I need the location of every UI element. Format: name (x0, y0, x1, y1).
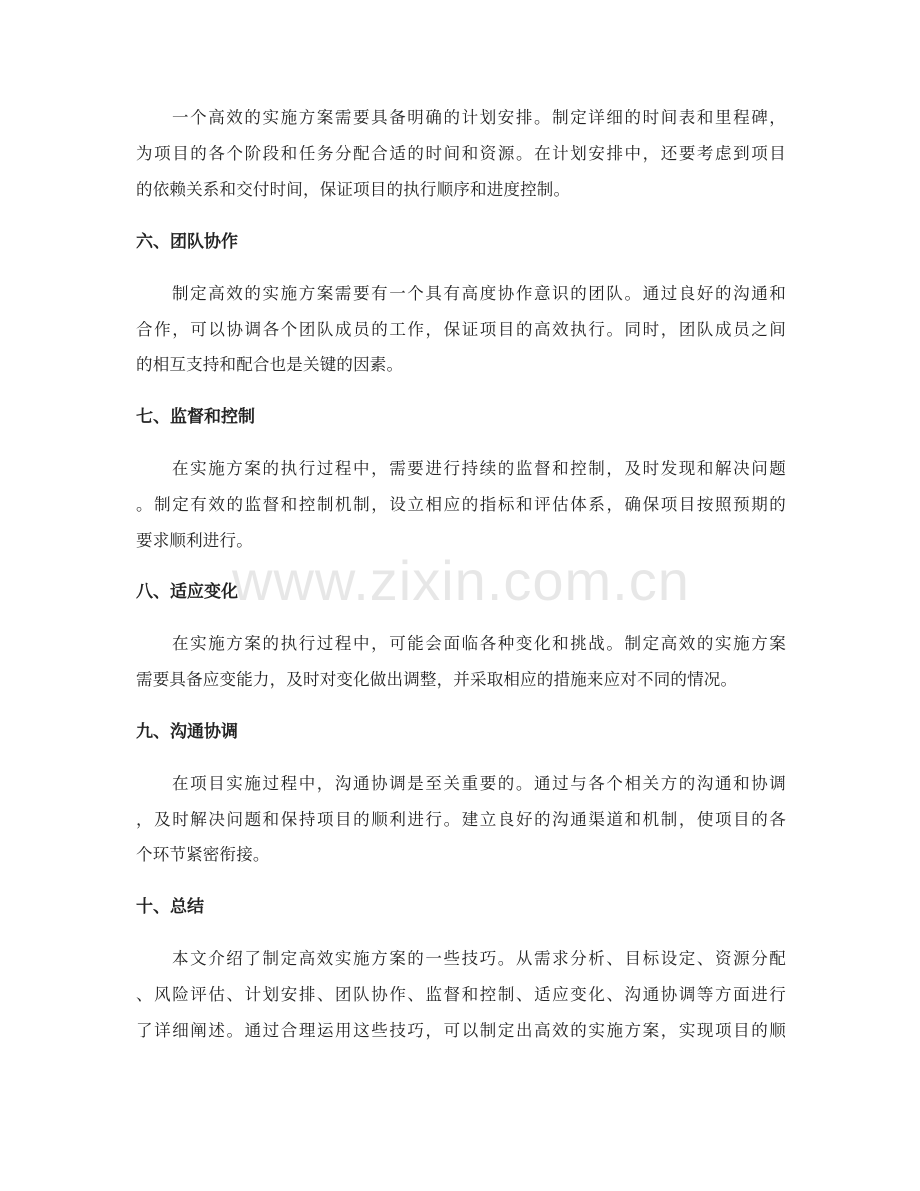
paragraph-line: 在项目实施过程中，沟通协调是至关重要的。通过与各个相关方的沟通和协调 (172, 774, 786, 793)
paragraph-line: 、风险评估、计划安排、团队协作、监督和控制、适应变化、沟通协调等方面进行 (136, 985, 786, 1004)
section-heading-10: 十、总结 (136, 897, 204, 917)
paragraph-line: 的相互支持和配合也是关键的因素。 (136, 355, 404, 374)
paragraph-line: 在实施方案的执行过程中，需要进行持续的监督和控制，及时发现和解决问题 (172, 459, 786, 478)
paragraph-line: 合作，可以协调各个团队成员的工作，保证项目的高效执行。同时，团队成员之间 (136, 320, 786, 339)
paragraph-line: 要求顺利进行。 (136, 531, 253, 550)
section-heading-6: 六、团队协作 (136, 232, 238, 252)
paragraph-line: 。制定有效的监督和控制机制，设立相应的指标和评估体系，确保项目按照预期的 (136, 495, 786, 514)
section-heading-9: 九、沟通协调 (136, 722, 238, 742)
paragraph-line: 在实施方案的执行过程中，可能会面临各种变化和挑战。制定高效的实施方案 (172, 634, 786, 653)
paragraph-line: 为项目的各个阶段和任务分配合适的时间和资源。在计划安排中，还要考虑到项目 (136, 144, 786, 163)
paragraph-line: 制定高效的实施方案需要有一个具有高度协作意识的团队。通过良好的沟通和 (172, 284, 786, 303)
paragraph-line: 的依赖关系和交付时间，保证项目的执行顺序和进度控制。 (136, 180, 571, 199)
section-heading-7: 七、监督和控制 (136, 407, 255, 427)
paragraph-line: ，及时解决问题和保持项目的顺利进行。建立良好的沟通渠道和机制，使项目的各 (136, 810, 786, 829)
paragraph-line: 需要具备应变能力，及时对变化做出调整，并采取相应的措施来应对不同的情况。 (136, 670, 738, 689)
section-heading-8: 八、适应变化 (136, 582, 238, 602)
paragraph-line: 了详细阐述。通过合理运用这些技巧，可以制定出高效的实施方案，实现项目的顺 (136, 1021, 786, 1040)
watermark: www.zixin.com.cn (232, 549, 690, 612)
paragraph-line: 本文介绍了制定高效实施方案的一些技巧。从需求分析、目标设定、资源分配 (172, 949, 786, 968)
paragraph-line: 一个高效的实施方案需要具备明确的计划安排。制定详细的时间表和里程碑， (172, 108, 786, 127)
paragraph-line: 个环节紧密衔接。 (136, 845, 270, 864)
